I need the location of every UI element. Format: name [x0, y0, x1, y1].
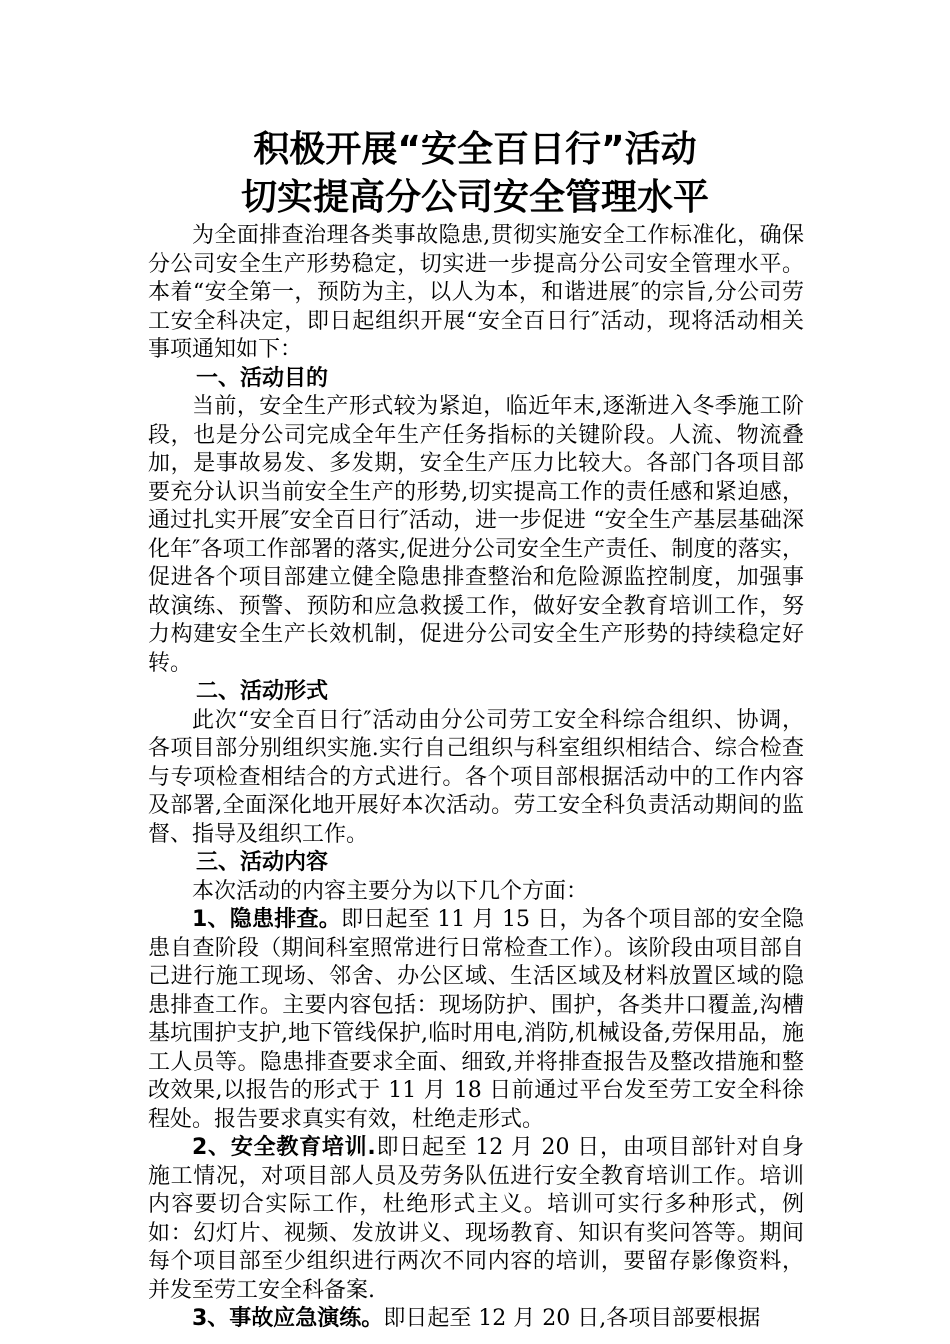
section-heading-content: 三、活动内容 — [196, 850, 329, 875]
item-lead: 1、隐患排查。 — [192, 907, 342, 932]
intro-paragraph: 为全面排查治理各类事故隐患,贯彻实施安全工作标准化，确保分公司安全生产形势稳定，切实进一步提高分公司安全管理水平。本着“安全第一，预防为主，以人为本，和谐进展″的宗旨,分公司劳工安全科决定，即日起组织开展“安全百日行″活动，现将活动相关事项通知如下： — [148, 223, 804, 362]
section-text-purpose: 当前，安全生产形式较为紧迫，临近年末,逐渐进入冬季施工阶段，也是分公司完成全年生产任务指标的关键阶段。人流、物流叠加，是事故易发、多发期，安全生产压力比较大。各部门各项目部要充分认识当前安全生产的形势,切实提高工作的责任感和紧迫感，通过扎实开展″安全百日行″活动，进一步促进 “安全生产基层基础深化年″各项工作部署的落实,促进分公司安全生产责任、制度的落实，促进各个项目部建立健全隐患排查整治和危险源监控制度，加强事故演练、预警、预防和应急救援工作，做好安全教育培训工作，努力构建安全生产长效机制，促进分公司安全生产形势的持续稳定好转。 — [148, 394, 804, 676]
item-safety-training — [148, 1134, 804, 1305]
item-lead: 2、安全教育培训. — [192, 1135, 376, 1160]
item-text: 即日起至 11 月 15 日，为各个项目部的安全隐患自查阶段（期间科室照常进行日常检查工作）。该阶段由项目部自己进行施工现场、邻舍、办公区域、生活区域及材料放置区域的隐患排查工作。主要内容包括：现场防护、围护，各类井口覆盖,沟槽基坑围护支护,地下管线保护,临时用电,消防,机械设备,劳保用品，施工人员等。隐患排查要求全面、细致,并将排查报告及整改措施和整改效果,以报告的形式于 11 月 18 日前通过平台发至劳工安全科徐程处。报告要求真实有效，杜绝走形式。 — [148, 907, 805, 1132]
item-hazard-inspection — [148, 906, 804, 1134]
title-line-2: 切实提高分公司安全管理水平 — [240, 177, 709, 218]
title-line-1: 积极开展“安全百日行”活动 — [253, 129, 697, 170]
section-text-form: 此次“安全百日行″活动由分公司劳工安全科综合组织、协调，各项目部分别组织实施.实行自己组织与科室组织相结合、综合检查与专项检查相结合的方式进行。各个项目部根据活动中的工作内容及部署,全面深化地开展好本次活动。劳工安全科负责活动期间的监督、指导及组织工作。 — [148, 707, 804, 847]
section-heading-purpose: 一、活动目的 — [196, 365, 329, 391]
item-lead: 3、事故应急演练。 — [192, 1306, 384, 1331]
item-text: 即日起至 12 月 20 日，由项目部针对自身施工情况，对项目部人员及劳务队伍进行安全教育培训工作。培训内容要切合实际工作，杜绝形式主义。培训可实行多种形式，例如：幻灯片、视频、发放讲义、现场教育、知识有奖问答等。期间每个项目部至少组织进行两次不同内容的培训，要留存影像资料，并发至劳工安全科备案. — [148, 1135, 804, 1303]
item-emergency-drill — [148, 1305, 804, 1334]
item-text: 即日起至 12 月 20 日,各项目部要根据 — [383, 1306, 761, 1331]
section-intro-content: 本次活动的内容主要分为以下几个方面： — [192, 878, 589, 904]
section-heading-form: 二、活动形式 — [196, 679, 329, 704]
document-body — [148, 222, 804, 1334]
